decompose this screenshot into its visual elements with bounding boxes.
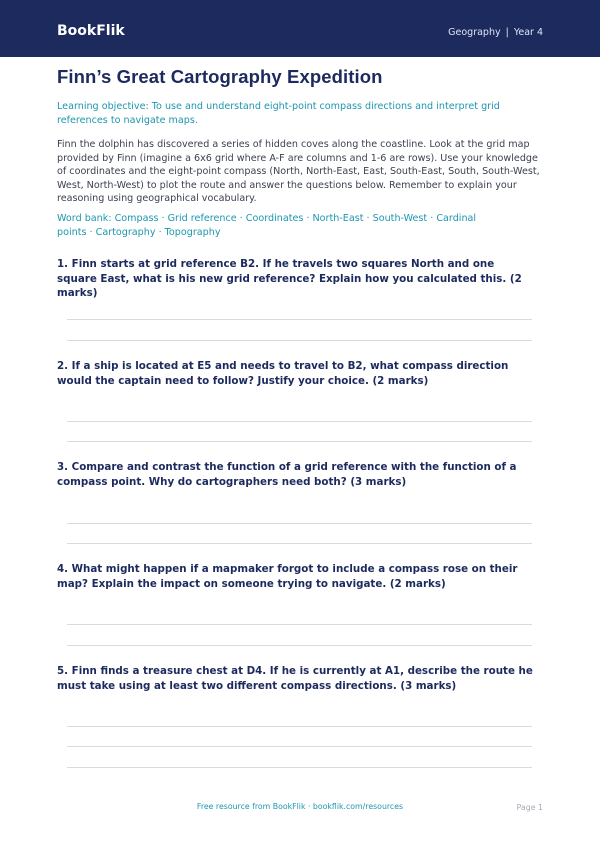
answer-line[interactable] [67, 746, 532, 747]
question-3: 3. Compare and contrast the function of a grid reference with the function of a compass point. Why do cartographers need both? (3 marks) [57, 461, 517, 488]
header-separator: | [505, 27, 509, 38]
answer-line[interactable] [67, 441, 532, 442]
question-2: 2. If a ship is located at E5 and needs to travel to B2, what compass direction would the captain need to follow? Justify your choice. (2 marks) [57, 360, 509, 387]
header-meta [448, 27, 543, 38]
worksheet-title: Finn’s Great Cartography Expedition [57, 66, 383, 87]
answer-line[interactable] [67, 421, 532, 422]
question-5: 5. Finn finds a treasure chest at D4. If he is currently at A1, describe the route he must take using at least two different compass directions. (3 marks) [57, 665, 533, 692]
word-bank: Word bank: Compass · Grid reference · Coordinates · North-East · South-West · Cardinal points · Cartography · Topography [57, 213, 477, 238]
year-label: Year 4 [513, 27, 543, 38]
answer-line[interactable] [67, 767, 532, 768]
question-4: 4. What might happen if a mapmaker forgot to include a compass rose on their map? Explain the impact on someone trying to navigate. (2 marks) [57, 563, 518, 590]
learning-objective: Learning objective: To use and understand eight-point compass directions and interpret grid references to navigate maps. [57, 101, 500, 126]
answer-line[interactable] [67, 645, 532, 646]
answer-line[interactable] [67, 726, 532, 727]
answer-line[interactable] [67, 624, 532, 625]
question-1: 1. Finn starts at grid reference B2. If he travels two squares North and one square East, what is his new grid reference? Explain how you calculated this. (2 marks) [57, 258, 522, 299]
brand-logo[interactable]: BookFlik [57, 23, 125, 39]
header-bar [0, 0, 600, 57]
footer-resource-link[interactable]: Free resource from BookFlik · bookflik.com/resources [196, 802, 404, 811]
answer-line[interactable] [67, 543, 532, 544]
intro-paragraph: Finn the dolphin has discovered a series of hidden coves along the coastline. Look at the grid map provided by Finn (imagine a 6x6 grid where A-F are columns and 1-6 are rows). Use your knowledge of coordinates and the eight-point compass (North, North-East, East, South-East, South, South-West, West, North-West) to plot the route and answer the questions below. Remember to explain your reasoning using geographical vocabulary. [57, 139, 540, 204]
page-number: Page 1 [516, 803, 543, 812]
answer-line[interactable] [67, 523, 532, 524]
subject-label: Geography [448, 27, 501, 38]
answer-line[interactable] [67, 340, 532, 341]
answer-line[interactable] [67, 319, 532, 320]
